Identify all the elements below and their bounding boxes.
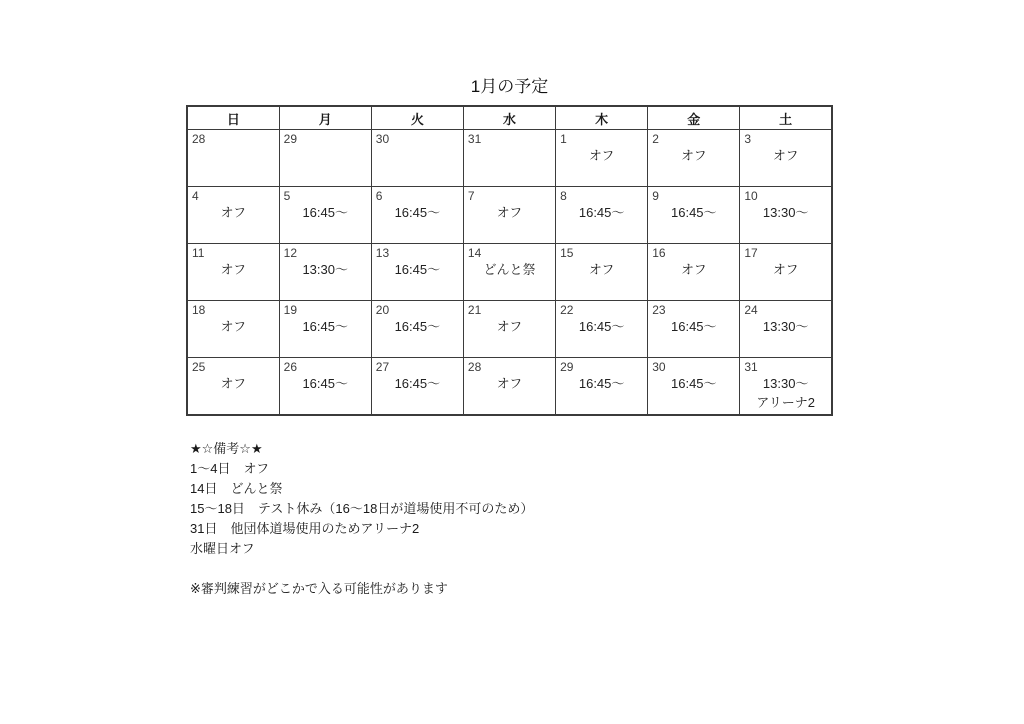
day-number: 15 <box>560 246 574 260</box>
calendar-cell <box>463 187 555 244</box>
day-number: 25 <box>192 360 206 374</box>
day-number: 3 <box>744 132 752 146</box>
calendar-cell <box>648 187 740 244</box>
calendar-cell <box>556 358 648 416</box>
calendar-cell <box>371 187 463 244</box>
weekday-header: 月 <box>279 106 371 130</box>
day-number: 22 <box>560 303 574 317</box>
day-number: 31 <box>744 360 758 374</box>
calendar-cell <box>648 358 740 416</box>
calendar-cell <box>648 130 740 187</box>
calendar-cell <box>187 301 279 358</box>
weekday-header: 土 <box>740 106 832 130</box>
remarks-lines <box>190 459 833 559</box>
day-number: 16 <box>652 246 666 260</box>
calendar-cell <box>463 130 555 187</box>
day-number: 8 <box>560 189 567 203</box>
calendar-cell <box>463 358 555 416</box>
cell-event: 16:45～ <box>394 205 441 220</box>
day-number: 11 <box>192 246 205 260</box>
day-number: 23 <box>652 303 666 317</box>
day-number: 20 <box>375 303 390 317</box>
calendar-cell <box>648 244 740 301</box>
cell-event: 16:45～ <box>671 205 717 220</box>
day-number: 30 <box>375 132 390 146</box>
day-number: 10 <box>744 189 758 203</box>
weekday-header-row <box>187 106 832 130</box>
calendar-cell <box>187 244 279 301</box>
day-number: 14 <box>467 246 482 260</box>
day-number: 17 <box>744 246 758 260</box>
calendar-week-row <box>187 358 832 416</box>
calendar-cell <box>556 187 648 244</box>
calendar-cell <box>371 244 463 301</box>
cell-event: 16:45～ <box>671 376 717 391</box>
calendar-week-row <box>187 244 832 301</box>
calendar-cell <box>463 244 555 301</box>
calendar-cell <box>463 301 555 358</box>
cell-event: 13:30～ <box>762 205 809 220</box>
page-title: 1月の予定 <box>470 77 549 96</box>
calendar-cell <box>279 358 371 416</box>
calendar-cell <box>740 244 832 301</box>
day-number: 7 <box>467 189 475 203</box>
cell-event: オフ <box>772 148 799 163</box>
day-number: 19 <box>283 303 297 317</box>
cell-event: オフ <box>220 319 247 334</box>
day-number: 13 <box>375 246 390 260</box>
day-number: 31 <box>467 132 482 146</box>
day-number: 27 <box>375 360 390 374</box>
cell-event: オフ <box>220 205 247 220</box>
cell-event: オフ <box>496 376 523 391</box>
calendar-cell <box>279 301 371 358</box>
remarks-section <box>186 439 833 599</box>
cell-event: アリーナ2 <box>756 395 816 410</box>
day-number: 5 <box>283 189 291 203</box>
calendar-cell <box>556 244 648 301</box>
day-number: 24 <box>744 303 758 317</box>
cell-event: オフ <box>680 148 707 163</box>
calendar-cell <box>187 130 279 187</box>
day-number: 30 <box>652 360 666 374</box>
day-number: 6 <box>375 189 383 203</box>
cell-event: オフ <box>680 262 707 277</box>
calendar-week-row <box>187 130 832 187</box>
weekday-header: 火 <box>371 106 463 130</box>
day-number: 21 <box>467 303 482 317</box>
calendar-sheet <box>186 76 833 599</box>
cell-event: 16:45～ <box>302 205 348 220</box>
cell-event: 16:45～ <box>394 319 441 334</box>
weekday-header: 水 <box>463 106 555 130</box>
cell-event: 13:30～ <box>302 262 348 277</box>
cell-event: 16:45～ <box>302 376 348 391</box>
day-number: 28 <box>192 132 206 146</box>
day-number: 1 <box>560 132 567 146</box>
cell-event: オフ <box>588 148 615 163</box>
cell-event: 16:45～ <box>578 376 625 391</box>
weekday-header: 日 <box>187 106 279 130</box>
cell-event: オフ <box>496 205 523 220</box>
calendar-cell <box>371 358 463 416</box>
cell-event: 16:45～ <box>302 319 348 334</box>
calendar-cell <box>279 130 371 187</box>
cell-event: オフ <box>772 262 799 277</box>
day-number: 18 <box>192 303 206 317</box>
day-number: 28 <box>467 360 482 374</box>
calendar-week-row <box>187 301 832 358</box>
weekday-header: 金 <box>648 106 740 130</box>
remark-line: 14日 どんと祭 <box>190 481 283 496</box>
calendar-cell <box>187 358 279 416</box>
remark-line: 1～4日 オフ <box>190 461 270 476</box>
calendar-header <box>187 106 832 130</box>
remark-line: 31日 他団体道場使用のためアリーナ2 <box>190 521 420 536</box>
day-number: 26 <box>283 360 297 374</box>
calendar-body <box>187 130 832 416</box>
day-number: 12 <box>283 246 297 260</box>
calendar-cell <box>371 301 463 358</box>
day-number: 2 <box>652 132 659 146</box>
remarks-header: ★☆備考☆★ <box>190 441 263 456</box>
calendar-cell <box>740 130 832 187</box>
cell-event: 16:45～ <box>671 319 717 334</box>
remark-line: 15～18日 テスト休み（16～18日が道場使用不可のため） <box>190 501 534 516</box>
calendar-week-row <box>187 187 832 244</box>
calendar-cell <box>556 301 648 358</box>
cell-event: 16:45～ <box>394 262 441 277</box>
weekday-header: 木 <box>556 106 648 130</box>
cell-event: オフ <box>588 262 615 277</box>
calendar-cell <box>279 187 371 244</box>
day-number: 4 <box>192 189 199 203</box>
day-number: 9 <box>652 189 659 203</box>
cell-event: 13:30～ <box>762 319 809 334</box>
remarks-footnote: ※審判練習がどこかで入る可能性があります <box>190 581 448 596</box>
remark-line: 水曜日オフ <box>190 541 255 556</box>
cell-event: オフ <box>220 376 247 391</box>
cell-event: どんと祭 <box>483 262 536 277</box>
cell-event: 16:45～ <box>578 205 625 220</box>
day-number: 29 <box>283 132 297 146</box>
cell-event: 13:30～ <box>762 376 809 391</box>
calendar-cell <box>740 301 832 358</box>
cell-event: 16:45～ <box>578 319 625 334</box>
calendar-cell <box>279 244 371 301</box>
calendar-cell <box>648 301 740 358</box>
calendar-table <box>186 105 833 416</box>
calendar-cell <box>740 187 832 244</box>
calendar-cell <box>371 130 463 187</box>
cell-event: 16:45～ <box>394 376 441 391</box>
calendar-cell <box>740 358 832 416</box>
calendar-cell <box>556 130 648 187</box>
calendar-cell <box>187 187 279 244</box>
cell-event: オフ <box>496 319 523 334</box>
cell-event: オフ <box>220 262 247 277</box>
day-number: 29 <box>560 360 574 374</box>
